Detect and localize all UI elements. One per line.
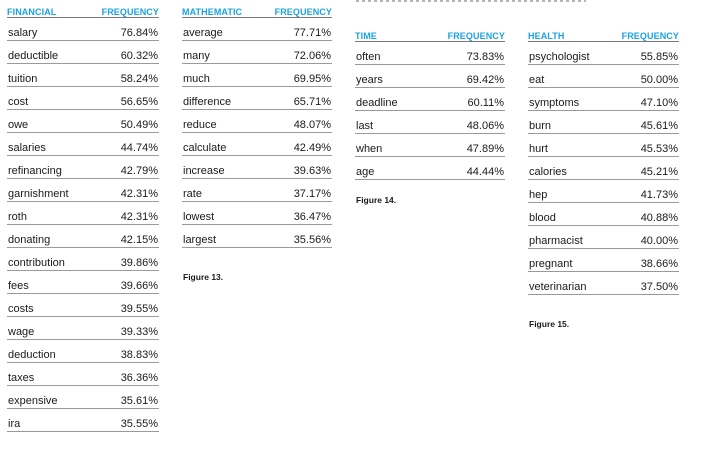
header-category: FINANCIAL (7, 7, 57, 17)
table-row (7, 18, 159, 41)
table-body (182, 18, 332, 248)
word-cell: fees (8, 280, 29, 292)
frequency-cell: 45.61% (640, 120, 678, 132)
frequency-cell: 41.73% (640, 189, 678, 201)
word-cell: donating (8, 234, 51, 246)
table-mathematic (182, 0, 332, 248)
word-cell: lowest (183, 211, 215, 223)
word-cell: taxes (8, 372, 35, 384)
frequency-cell: 65.71% (293, 96, 331, 108)
table-row (7, 317, 159, 340)
frequency-cell: 73.83% (466, 51, 504, 63)
table-row (7, 179, 159, 202)
frequency-cell: 40.88% (640, 212, 678, 224)
word-cell: pregnant (529, 258, 573, 270)
word-cell: salaries (8, 142, 46, 154)
header-frequency: FREQUENCY (621, 31, 679, 41)
word-cell: refinancing (8, 165, 62, 177)
table-row (7, 386, 159, 409)
table-time (355, 24, 505, 180)
word-cell: wage (8, 326, 35, 338)
table-health (528, 24, 679, 295)
header-category: HEALTH (528, 31, 565, 41)
word-cell: often (356, 51, 381, 63)
frequency-cell: 39.86% (120, 257, 158, 269)
table-row (182, 64, 332, 87)
frequency-cell: 77.71% (293, 27, 331, 39)
frequency-cell: 60.32% (120, 50, 158, 62)
table-row (7, 340, 159, 363)
frequency-cell: 35.55% (120, 418, 158, 430)
frequency-cell: 55.85% (640, 51, 678, 63)
word-cell: difference (183, 96, 232, 108)
word-cell: deductible (8, 50, 59, 62)
word-cell: hurt (529, 143, 548, 155)
word-cell: contribution (8, 257, 65, 269)
table-row (182, 18, 332, 41)
word-cell: much (183, 73, 210, 85)
table-row (182, 225, 332, 248)
word-cell: blood (529, 212, 556, 224)
frequency-cell: 35.61% (120, 395, 158, 407)
table-row (528, 134, 679, 157)
table-row (7, 133, 159, 156)
frequency-cell: 39.63% (293, 165, 331, 177)
table-row (182, 133, 332, 156)
frequency-cell: 38.66% (640, 258, 678, 270)
header-category: MATHEMATIC (182, 7, 243, 17)
table-row (528, 203, 679, 226)
word-cell: increase (183, 165, 225, 177)
word-cell: hep (529, 189, 548, 201)
frequency-cell: 39.66% (120, 280, 158, 292)
table-row (528, 42, 679, 65)
word-cell: ira (8, 418, 21, 430)
figure-caption: Figure 14. (356, 195, 397, 205)
table-row (7, 225, 159, 248)
table-row (7, 87, 159, 110)
frequency-cell: 47.10% (640, 97, 678, 109)
table-row (528, 157, 679, 180)
word-cell: eat (529, 74, 545, 86)
frequency-cell: 39.33% (120, 326, 158, 338)
table-header (182, 0, 332, 18)
frequency-cell: 48.06% (466, 120, 504, 132)
word-cell: deduction (8, 349, 56, 361)
word-cell: psychologist (529, 51, 590, 63)
frequency-cell: 38.83% (120, 349, 158, 361)
frequency-cell: 48.07% (293, 119, 331, 131)
word-cell: age (356, 166, 375, 178)
frequency-cell: 44.74% (120, 142, 158, 154)
table-row (7, 294, 159, 317)
word-cell: calculate (183, 142, 227, 154)
table-row (7, 202, 159, 225)
header-frequency: FREQUENCY (447, 31, 505, 41)
word-cell: average (183, 27, 223, 39)
table-row (528, 226, 679, 249)
frequency-cell: 36.47% (293, 211, 331, 223)
word-cell: deadline (356, 97, 398, 109)
frequency-cell: 40.00% (640, 235, 678, 247)
table-header (355, 24, 505, 42)
word-cell: salary (8, 27, 38, 39)
header-category: TIME (355, 31, 377, 41)
frequency-cell: 44.44% (466, 166, 504, 178)
table-row (182, 202, 332, 225)
table-row (355, 88, 505, 111)
word-cell: owe (8, 119, 29, 131)
table-row (7, 64, 159, 87)
table-row (528, 111, 679, 134)
word-cell: expensive (8, 395, 58, 407)
table-financial (7, 0, 159, 432)
word-cell: rate (183, 188, 202, 200)
frequency-cell: 72.06% (293, 50, 331, 62)
table-row (355, 134, 505, 157)
word-cell: burn (529, 120, 552, 132)
table-row (528, 272, 679, 295)
frequency-cell: 45.21% (640, 166, 678, 178)
table-body (528, 42, 679, 295)
frequency-cell: 56.65% (120, 96, 158, 108)
table-row (528, 88, 679, 111)
frequency-cell: 45.53% (640, 143, 678, 155)
table-row (528, 65, 679, 88)
clipped-text-fragment (356, 0, 586, 2)
table-row (7, 41, 159, 64)
word-cell: pharmacist (529, 235, 583, 247)
frequency-cell: 42.31% (120, 188, 158, 200)
table-row (182, 156, 332, 179)
word-cell: tuition (8, 73, 38, 85)
table-row (355, 111, 505, 134)
word-cell: garnishment (8, 188, 69, 200)
word-cell: calories (529, 166, 567, 178)
table-row (182, 41, 332, 64)
table-row (7, 271, 159, 294)
frequency-cell: 60.11% (467, 97, 504, 109)
table-row (7, 409, 159, 432)
frequency-cell: 58.24% (120, 73, 158, 85)
table-row (182, 87, 332, 110)
table-row (528, 249, 679, 272)
word-cell: costs (8, 303, 34, 315)
word-cell: last (356, 120, 374, 132)
table-header (7, 0, 159, 18)
table-header (528, 24, 679, 42)
frequency-cell: 50.49% (120, 119, 158, 131)
header-frequency: FREQUENCY (101, 7, 159, 17)
frequency-cell: 36.36% (120, 372, 158, 384)
table-row (182, 179, 332, 202)
frequency-cell: 39.55% (120, 303, 158, 315)
frequency-cell: 42.79% (120, 165, 158, 177)
frequency-cell: 42.15% (120, 234, 158, 246)
frequency-cell: 42.49% (293, 142, 331, 154)
table-row (355, 65, 505, 88)
table-row (355, 42, 505, 65)
frequency-cell: 76.84% (120, 27, 158, 39)
word-cell: symptoms (529, 97, 580, 109)
word-cell: cost (8, 96, 29, 108)
figure-caption: Figure 13. (183, 272, 224, 282)
word-cell: reduce (183, 119, 217, 131)
word-cell: years (356, 74, 383, 86)
table-row (7, 363, 159, 386)
frequency-cell: 50.00% (640, 74, 678, 86)
table-row (182, 110, 332, 133)
frequency-cell: 42.31% (120, 211, 158, 223)
figure-caption: Figure 15. (529, 319, 570, 329)
table-body (7, 18, 159, 432)
table-row (528, 180, 679, 203)
frequency-cell: 47.89% (466, 143, 504, 155)
table-row (7, 248, 159, 271)
table-body (355, 42, 505, 180)
frequency-cell: 35.56% (293, 234, 331, 246)
word-cell: when (356, 143, 383, 155)
table-row (7, 156, 159, 179)
frequency-cell: 37.17% (293, 188, 331, 200)
table-row (7, 110, 159, 133)
frequency-cell: 37.50% (640, 281, 678, 293)
word-cell: many (183, 50, 210, 62)
frequency-cell: 69.42% (466, 74, 504, 86)
word-cell: largest (183, 234, 217, 246)
word-cell: roth (8, 211, 27, 223)
word-cell: veterinarian (529, 281, 587, 293)
table-row (355, 157, 505, 180)
header-frequency: FREQUENCY (274, 7, 332, 17)
frequency-cell: 69.95% (293, 73, 331, 85)
